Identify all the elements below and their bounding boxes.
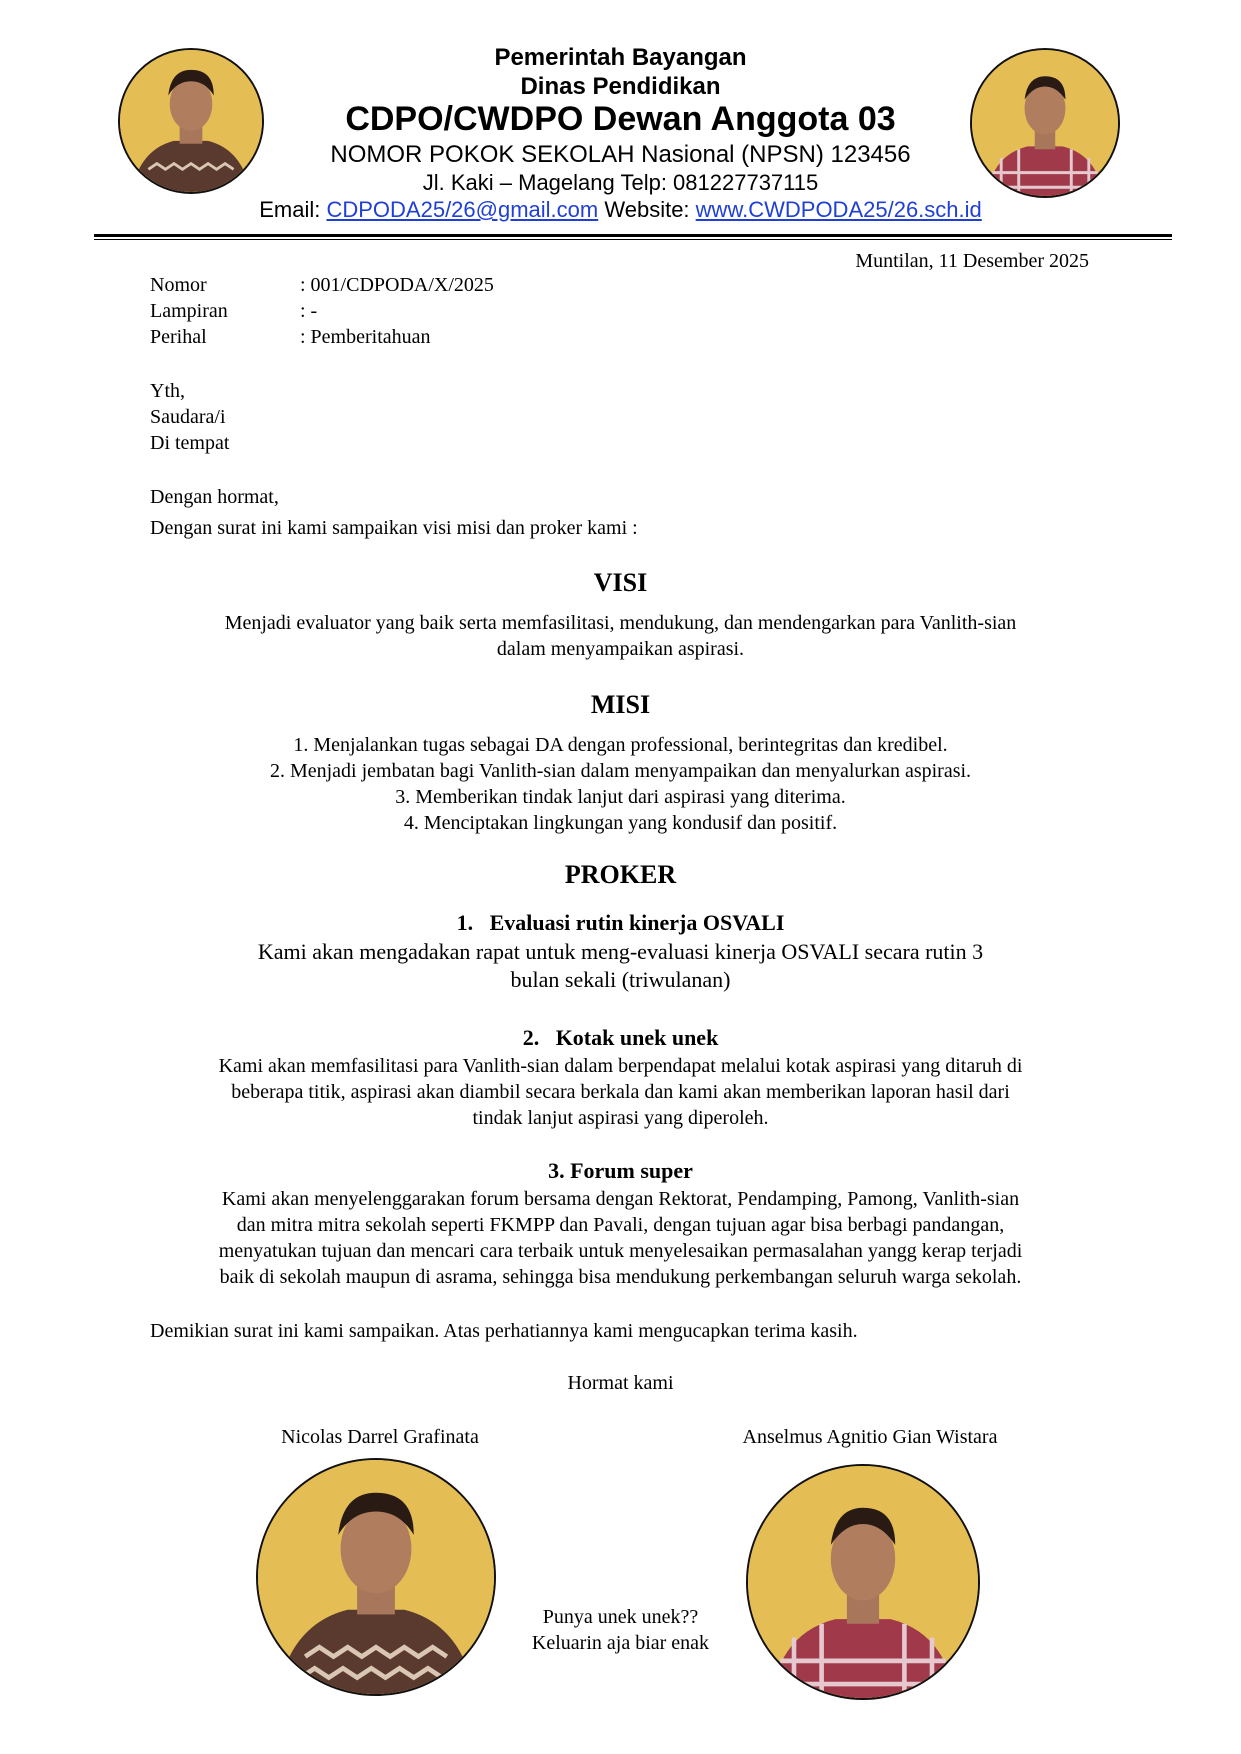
greeting: Dengan hormat, (150, 486, 279, 508)
proker-item-title: 2. Kotak unek unek (522, 1025, 719, 1050)
intro: Dengan surat ini kami sampaikan visi misi dan proker kami : (150, 517, 638, 539)
recipient-line: Yth, (150, 380, 185, 402)
proker-item-line: bulan sekali (triwulanan) (510, 967, 731, 992)
regards: Hormat kami (567, 1372, 674, 1394)
signer-right-photo (746, 1464, 980, 1700)
letter-date: Muntilan, 11 Desember 2025 (855, 250, 1089, 272)
meta-label: Perihal (150, 326, 207, 348)
signer-left-name: Nicolas Darrel Grafinata (281, 1426, 479, 1448)
tagline-line: Keluarin aja biar enak (531, 1632, 710, 1654)
misi-item: 3. Memberikan tindak lanjut dari aspirasi yang diterima. (395, 786, 846, 808)
misi-item: 4. Menciptakan lingkungan yang kondusif dan positif. (403, 812, 838, 834)
signer-right-name: Anselmus Agnitio Gian Wistara (742, 1426, 998, 1448)
signer-left-photo (256, 1458, 496, 1696)
proker-item-line: dan mitra mitra sekolah seperti FKMPP dan Pavali, dengan tujuan agar bisa berbagi pandangan, (236, 1214, 1005, 1236)
misi-heading: MISI (590, 690, 651, 719)
header-title: CDPO/CWDPO Dewan Anggota 03 (345, 100, 896, 138)
proker-item-line: tindak lanjut aspirasi yang diperoleh. (472, 1107, 769, 1129)
visi-line: Menjadi evaluator yang baik serta memfasilitasi, mendukung, dan mendengarkan para Vanlith-sian (224, 612, 1017, 634)
meta-value: : 001/CDPODA/X/2025 (300, 274, 494, 296)
recipient-line: Di tempat (150, 432, 230, 454)
proker-item-title: 1. Evaluasi rutin kinerja OSVALI (456, 910, 785, 935)
proker-item-line: beberapa titik, aspirasi akan diambil secara berkala dan kami akan memberikan laporan hasil dari (231, 1081, 1010, 1103)
proker-item-line: Kami akan menyelenggarakan forum bersama dengan Rektorat, Pendamping, Pamong, Vanlith-sian (221, 1188, 1020, 1210)
header-divider-thin (94, 239, 1172, 240)
header-line-1: Pemerintah Bayangan (494, 44, 747, 71)
misi-item: 1. Menjalankan tugas sebagai DA dengan professional, berintegritas dan kredibel. (293, 734, 948, 756)
meta-value: : Pemberitahuan (300, 326, 431, 348)
website-label: Website: (604, 197, 696, 222)
tagline-line: Punya unek unek?? (542, 1606, 699, 1628)
meta-value: : - (300, 300, 318, 322)
meta-label: Nomor (150, 274, 207, 296)
email-link[interactable]: CDPODA25/26@gmail.com (326, 197, 599, 222)
header-address: Jl. Kaki – Magelang Telp: 081227737115 (422, 170, 819, 195)
proker-heading: PROKER (564, 860, 677, 889)
proker-item-line: Kami akan mengadakan rapat untuk meng-evaluasi kinerja OSVALI secara rutin 3 (257, 939, 984, 964)
proker-item-line: Kami akan memfasilitasi para Vanlith-sian dalam berpendapat melalui kotak aspirasi yang ditaruh di (218, 1055, 1023, 1077)
closing: Demikian surat ini kami sampaikan. Atas perhatiannya kami mengucapkan terima kasih. (150, 1320, 858, 1342)
proker-item-title: 3. Forum super (548, 1158, 693, 1183)
meta-label: Lampiran (150, 300, 228, 322)
visi-line: dalam menyampaikan aspirasi. (496, 638, 745, 660)
header-npsn: NOMOR POKOK SEKOLAH Nasional (NPSN) 123456 (330, 141, 911, 168)
website-link[interactable]: www.CWDPODA25/26.sch.id (695, 197, 982, 222)
recipient-line: Saudara/i (150, 406, 226, 428)
header-contact (0, 197, 1241, 223)
header-divider (94, 234, 1172, 237)
header-line-2: Dinas Pendidikan (520, 73, 721, 100)
proker-item-line: menyatukan tujuan dan mencari cara terbaik untuk menyelesaikan permasalahan yangg kerap terjadi (218, 1240, 1023, 1262)
misi-item: 2. Menjadi jembatan bagi Vanlith-sian dalam menyampaikan dan menyalurkan aspirasi. (269, 760, 972, 782)
email-label: Email: (259, 197, 327, 222)
proker-item-line: baik di sekolah maupun di asrama, sehingga bisa mendukung perkembangan seluruh warga sekolah. (219, 1266, 1022, 1288)
visi-heading: VISI (593, 568, 648, 597)
